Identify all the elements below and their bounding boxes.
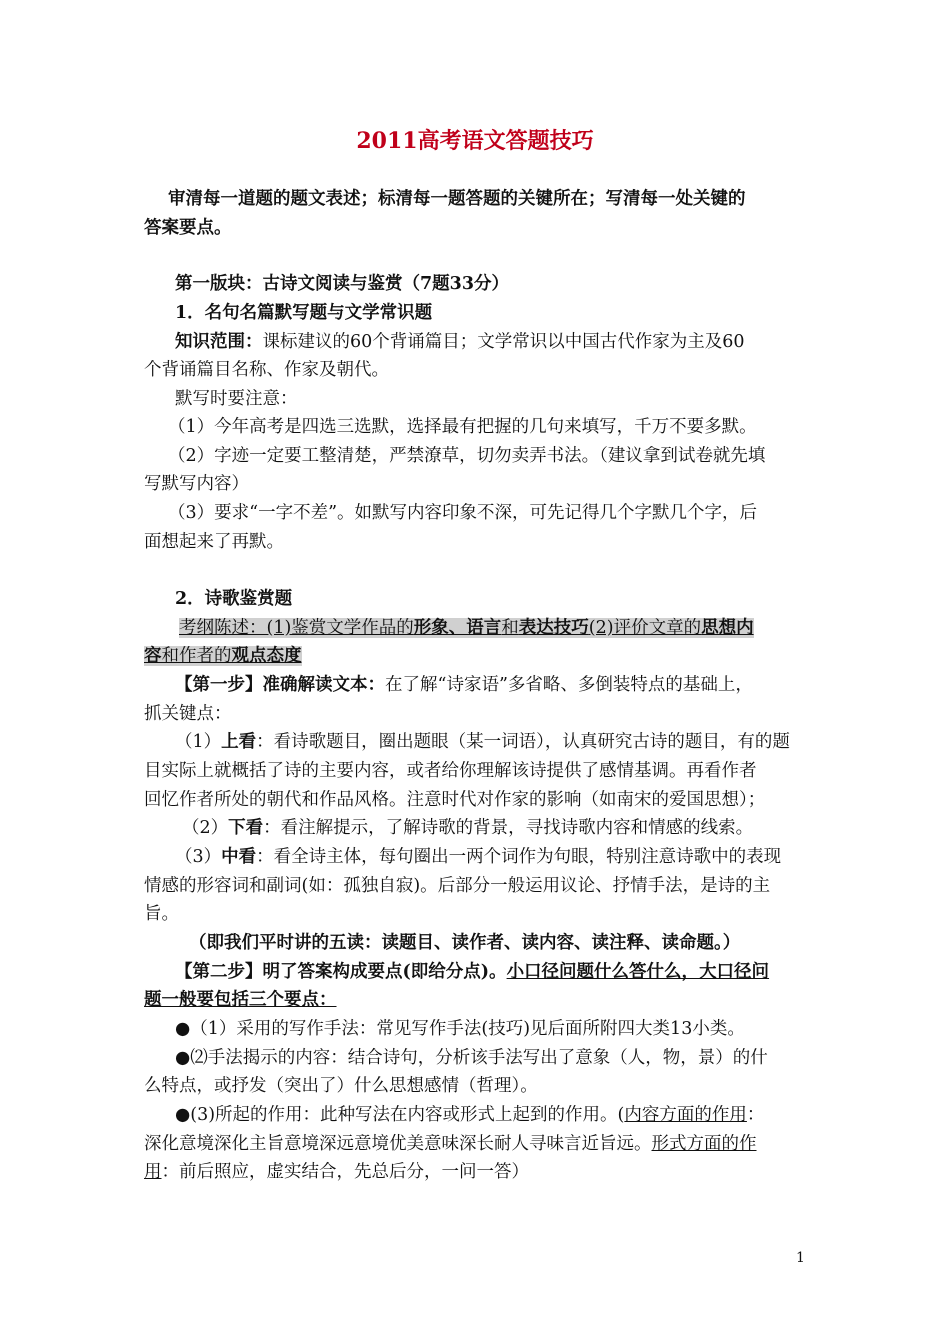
- step1-text-1: 在了解“诗家语”多省略、多倒装特点的基础上，: [385, 675, 753, 695]
- p1-pre: （1）: [175, 732, 222, 752]
- sub1-title: 1．名句名篇默写题与文学常识题: [175, 303, 433, 323]
- note-3-line-2: 面想起来了再默。: [144, 532, 284, 552]
- scope-text-1: 课标建议的60个背诵篇目；文学常识以中国古代作家为主及60: [262, 332, 745, 352]
- outline-d: 表达技巧: [518, 618, 589, 638]
- p3-line-2: 情感的形容词和副词(如：孤独自寂)。后部分一般运用议论、抒情手法，是诗的主: [144, 876, 771, 896]
- outline-i: 观点态度: [231, 646, 302, 666]
- step1-line-1: [175, 673, 753, 697]
- p3-key: 中看: [221, 847, 257, 867]
- bullet-3-text-2: 深化意境深化主旨意境深远意境优美意味深长耐人寻味言近旨远。: [144, 1134, 652, 1154]
- note-3-line-1: （3）要求“一字不差”。如默写内容印象不深，可先记得几个字默几个字，后: [168, 503, 758, 523]
- p1-text-1: ：看诗歌题目，圈出题眼（某一词语），认真研究古诗的题目，有的题: [256, 732, 790, 752]
- p1-key: 上看: [221, 732, 257, 752]
- note-2-line-1: （2）字迹一定要工整清楚，严禁潦草，切勿卖弄书法。（建议拿到试卷就先填: [168, 446, 766, 466]
- p2-pre: （2）: [182, 818, 229, 838]
- bullet-3-line-3: [144, 1160, 529, 1184]
- document-title: 2011高考语文答题技巧: [356, 128, 594, 154]
- p3-line-3: 旨。: [144, 904, 179, 924]
- note-title: 默写时要注意：: [175, 389, 298, 409]
- p1-line-1: [175, 730, 790, 754]
- five-readings: （即我们平时讲的五读：读题目、读作者、读内容、读注释、读命题。）: [189, 933, 741, 953]
- outline-h: 和作者的: [161, 646, 232, 666]
- bullet-3-line-1: [175, 1103, 764, 1127]
- p2-line: [182, 816, 753, 840]
- step2-line-1: [175, 960, 769, 984]
- p2-text: ：看注解提示，了解诗歌的背景，寻找诗歌内容和情感的线索。: [263, 818, 754, 838]
- p1-line-3: 回忆作者所处的朝代和作品风格。注意时代对作家的影响（如南宋的爱国思想）；: [144, 790, 766, 810]
- page-number: 1: [796, 1250, 805, 1266]
- p1-line-2: 目实际上就概括了诗的主要内容，或者给你理解该诗提供了感情基调。再看作者: [144, 761, 757, 781]
- scope-label: 知识范围：: [175, 332, 263, 352]
- outline-e: (2)评价文章的: [588, 618, 702, 638]
- bullet-3-line-2: [144, 1132, 757, 1156]
- outline-g: 容: [144, 646, 162, 666]
- bullet-3-form-effect: 形式方面的作: [651, 1134, 757, 1154]
- bullet-2-line-1: ●⑵手法揭示的内容：结合诗句，分析该手法写出了意象（人，物，景）的什: [175, 1048, 768, 1068]
- outline-f: 思想内: [701, 618, 754, 638]
- outline-a: 考纲陈述：(1)鉴赏文学作品的: [179, 618, 414, 638]
- note-1: （1）今年高考是四选三选默，选择最有把握的几句来填写，千万不要多默。: [168, 417, 757, 437]
- step1-label: 【第一步】准确解读文本：: [175, 675, 385, 695]
- p3-pre: （3）: [175, 847, 222, 867]
- p2-key: 下看: [228, 818, 264, 838]
- bullet-3-colon: ：: [746, 1105, 765, 1125]
- outline-b: 形象、语言: [413, 618, 502, 638]
- step2-underline-1: 小口径问题什么答什么，大口径问: [506, 962, 770, 982]
- sub2-title: 2．诗歌鉴赏题: [175, 589, 293, 609]
- bullet-3-content-effect: 内容方面的作用: [624, 1105, 747, 1125]
- bullet-1: ●（1）采用的写作手法：常见写作手法(技巧)见后面所附四大类13小类。: [175, 1019, 745, 1039]
- outline-line-1: [179, 616, 754, 640]
- section1-heading: 第一版块：古诗文阅读与鉴赏（7题33分）: [175, 274, 510, 294]
- bullet-3-text-3: ：前后照应，虚实结合，先总后分，一问一答）: [161, 1162, 529, 1182]
- step2-line-2: 题一般要包括三个要点：: [144, 990, 337, 1010]
- step1-line-2: 抓关键点：: [144, 704, 232, 724]
- bullet-2-line-2: 么特点，或抒发（突出了）什么思想感情（哲理）。: [144, 1076, 538, 1096]
- bullet-3-pre: ●(3)所起的作用：此种写法在内容或形式上起到的作用。(: [175, 1105, 625, 1125]
- intro-line-2: 答案要点。: [144, 218, 232, 238]
- outline-line-2: [144, 644, 302, 668]
- note-2-line-2: 写默写内容）: [144, 474, 249, 494]
- intro-line-1: 审清每一道题的题文表述；标清每一题答题的关键所在；写清每一处关键的: [168, 189, 746, 209]
- bullet-3-form-effect-end: 用: [144, 1162, 162, 1182]
- outline-c: 和: [501, 618, 519, 638]
- scope-line-2: 个背诵篇目名称、作家及朝代。: [144, 360, 389, 380]
- scope-line-1: [175, 330, 745, 354]
- step2-label: 【第二步】明了答案构成要点(即给分点)。: [175, 962, 507, 982]
- p3-line-1: [175, 845, 781, 869]
- p3-text-1: ：看全诗主体，每句圈出一两个词作为句眼，特别注意诗歌中的表现: [256, 847, 782, 867]
